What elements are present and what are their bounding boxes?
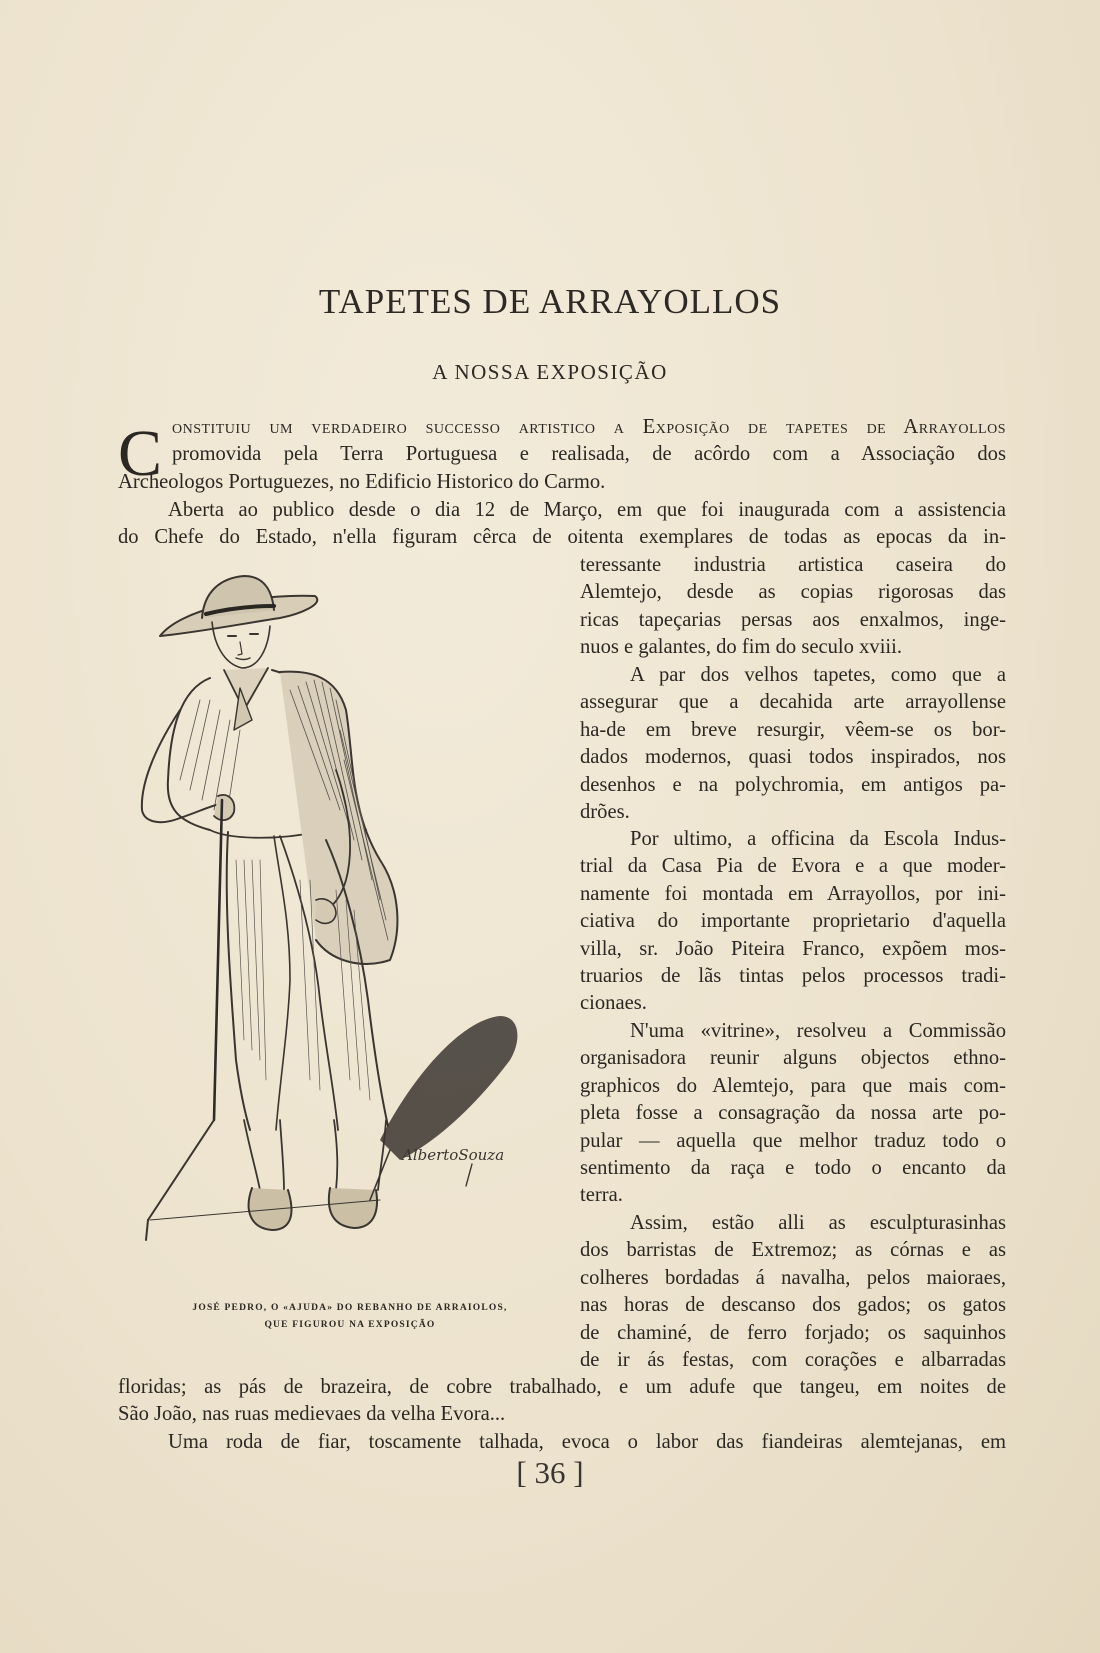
text-line: pleta fosse a consagração da nossa arte po- <box>580 1102 1006 1125</box>
page-number: [ 36 ] <box>516 1455 584 1490</box>
article-title: TAPETES DE ARRAYOLLOS <box>318 282 782 321</box>
text-line: villa, sr. João Piteira Franco, expõem mos- <box>580 937 1006 960</box>
text-line: colheres bordadas á navalha, pelos maioraes, <box>580 1266 1006 1289</box>
text-line: sentimento da raça e todo o encanto da <box>580 1156 1006 1179</box>
text-line: São João, nas ruas medievaes da velha Evora... <box>118 1403 506 1426</box>
caption-line-2: QUE FIGUROU NA EXPOSIÇÃO <box>264 1320 436 1330</box>
text-line: de chaminé, de ferro forjado; os saquinhos <box>580 1321 1006 1344</box>
text-line: floridas; as pás de brazeira, de cobre trabalhado, e um adufe que tangeu, em noites de <box>118 1376 1006 1398</box>
text-line: do Chefe do Estado, n'ella figuram cêrca de oitenta exemplares de todas as epocas da in- <box>118 526 1006 549</box>
paragraph-5 <box>580 1018 1006 1210</box>
text-line: drões. <box>580 800 630 823</box>
paragraph-6-tail <box>118 1374 1006 1429</box>
text-line <box>172 414 1006 441</box>
text-line: nas horas de descanso dos gados; os gatos <box>580 1294 1006 1317</box>
paragraph-6 <box>580 1210 1006 1374</box>
text-line: trial da Casa Pia de Evora e a que moder- <box>580 855 1006 878</box>
text-line: Por ultimo, a officina da Escola Indus- <box>630 828 1006 850</box>
text-line: truarios de lãs tintas pelos processos tradi- <box>580 964 1006 987</box>
text-line: pular — aquella que melhor traduz todo o <box>580 1129 1006 1152</box>
text-line: A par dos velhos tapetes, como que a <box>630 664 1006 686</box>
text-line: ricas tapeçarias persas aos enxalmos, inge- <box>580 608 1006 631</box>
drop-cap: C <box>118 417 163 490</box>
text-line: Uma roda de fiar, toscamente talhada, evoca o labor das fiandeiras alemtejanas, em <box>168 1431 1006 1453</box>
text-line: Archeologos Portuguezes, no Edificio Historico do Carmo. <box>118 471 606 493</box>
text-line: teressante industria artistica caseira do <box>580 554 1006 576</box>
text-line: organisadora reunir alguns objectos ethno- <box>580 1047 1006 1070</box>
text-line-content: promovida pela Terra Portuguesa e realisada, de acôrdo com a Associação dos <box>172 443 1006 466</box>
paragraph-1-head <box>172 414 1006 469</box>
paragraph-2-cont <box>580 552 1006 662</box>
artist-signature: AlbertoSouza <box>402 1146 505 1164</box>
text-line: dados modernos, quasi todos inspirados, nos <box>580 746 1006 769</box>
text-line: Assim, estão alli as esculpturasinhas <box>630 1212 1006 1234</box>
text-line: namente foi montada em Arrayollos, por ini- <box>580 882 1006 905</box>
caption-line-1: JOSÉ PEDRO, O «AJUDA» DO REBANHO DE ARRAIOLOS, <box>192 1303 508 1313</box>
text-line: assegurar que a decahida arte arrayollense <box>580 691 1006 714</box>
text-line: N'uma «vitrine», resolveu a Commissão <box>630 1020 1006 1042</box>
paragraph-7 <box>118 1429 1006 1456</box>
text-line: nuos e galantes, do fim do seculo xviii. <box>580 636 903 659</box>
text-line: desenhos e na polychromia, em antigos pa- <box>580 773 1006 796</box>
text-line: graphicos do Alemtejo, para que mais com- <box>580 1074 1006 1097</box>
text-line: terra. <box>580 1184 623 1207</box>
text-line: dos barristas de Extremoz; as córnas e as <box>580 1239 1006 1262</box>
text-line: ha-de em breve resurgir, vêem-se os bor- <box>580 718 1006 741</box>
paragraph-4 <box>580 826 1006 1018</box>
paragraph-1-tail <box>118 469 1006 496</box>
text-line: de ir ás festas, com corações e albarradas <box>580 1348 1006 1371</box>
paragraph-2 <box>118 497 1006 552</box>
shepherd-illustration <box>140 560 560 1300</box>
text-line: Aberta ao publico desde o dia 12 de Março, em que foi inaugurada com a assistencia <box>168 499 1006 521</box>
paragraph-3 <box>580 662 1006 826</box>
text-line-content: onstituiu um verdadeiro successo artistico a Exposição de tapetes de Arrayollos <box>172 416 1006 438</box>
text-line: cionaes. <box>580 992 647 1015</box>
illustration-caption <box>150 1300 550 1334</box>
text-line <box>172 441 1006 468</box>
text-line: Alemtejo, desde as copias rigorosas das <box>580 581 1006 604</box>
article-subtitle: A NOSSA EXPOSIÇÃO <box>432 360 668 384</box>
text-line: ciativa do importante proprietario d'aquella <box>580 910 1006 933</box>
